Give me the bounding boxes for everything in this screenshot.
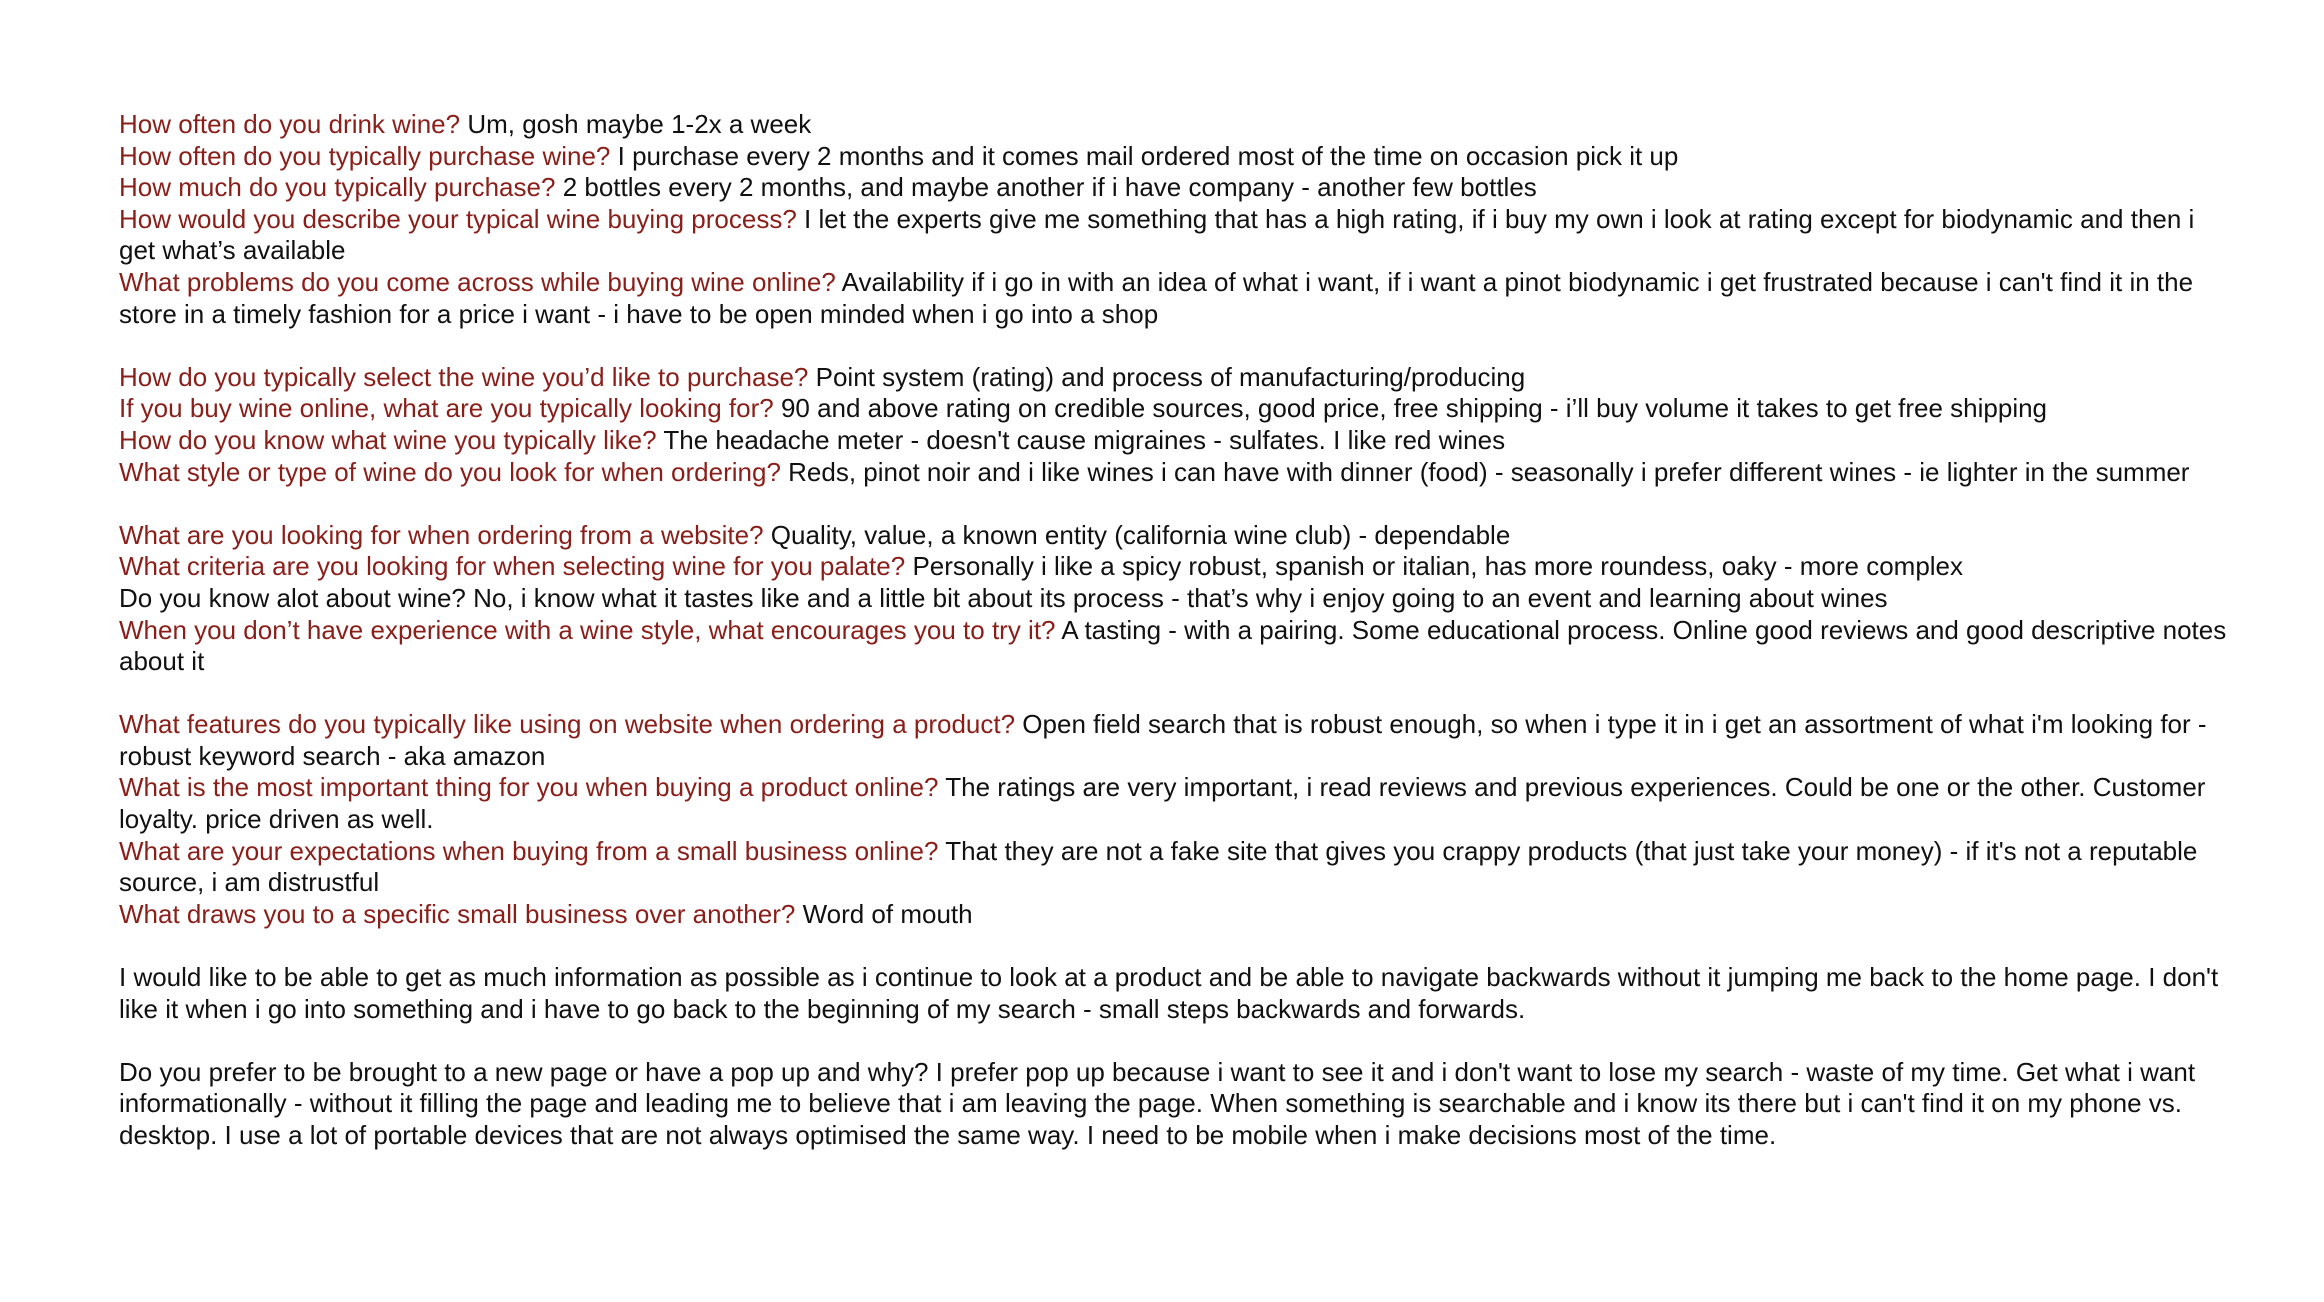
question-text: What are you looking for when ordering from a website?: [119, 519, 764, 550]
answer-text: Point system (rating) and process of manufacturing/producing: [815, 361, 1526, 392]
answer-text: A tasting - with a pairing. Some educational process. Online good reviews and good descriptive notes about it: [119, 614, 2227, 677]
section-spacer: [119, 1025, 2234, 1057]
question-text: How do you typically select the wine you’d like to purchase?: [119, 361, 809, 392]
question-text: How would you describe your typical wine buying process?: [119, 203, 797, 234]
qa-item: [119, 772, 2234, 835]
answer-text: The headache meter - doesn't cause migraines - sulfates. I like red wines: [663, 424, 1506, 455]
answer-text: The ratings are very important, i read reviews and previous experiences. Could be one or the other. Customer loyalty. price driven as well.: [119, 772, 2206, 835]
qa-section: [119, 362, 2234, 488]
answer-text: Do you know alot about wine? No, i know what it tastes like and a little bit about its process - that’s why i enjoy going to an event and learning about wines: [119, 582, 1888, 613]
question-text: What style or type of wine do you look for when ordering?: [119, 456, 781, 487]
qa-section: [119, 709, 2234, 930]
qa-item: [119, 615, 2234, 678]
qa-item: [119, 899, 2234, 931]
qa-section: [119, 109, 2234, 330]
answer-text: I let the experts give me something that has a high rating, if i buy my own i look at rating except for biodynamic and then i get what’s available: [119, 203, 2195, 266]
answer-text: Personally i like a spicy robust, spanish or italian, has more roundess, oaky - more complex: [912, 551, 1964, 582]
qa-item: [119, 583, 2234, 615]
section-spacer: [119, 930, 2234, 962]
qa-item: [119, 425, 2234, 457]
qa-section: [119, 520, 2234, 678]
section-spacer: [119, 488, 2234, 520]
interview-notes-document: [119, 109, 2234, 1152]
question-text: How often do you typically purchase wine?: [119, 140, 611, 171]
qa-item: [119, 709, 2234, 772]
notes-paragraph: I would like to be able to get as much information as possible as i continue to look at a product and be able to navigate backwards without it jumping me back to the home page. I don't like it when i go into something and i have to go back to the beginning of my search - small steps backwards and forwards.: [119, 962, 2219, 1024]
answer-text: That they are not a fake site that gives you crappy products (that just take your money) - if it's not a reputable source, i am distrustful: [119, 835, 2198, 898]
qa-item: [119, 204, 2234, 267]
question-text: What problems do you come across while buying wine online?: [119, 266, 836, 297]
qa-item: [119, 267, 2234, 330]
qa-item: [119, 520, 2234, 552]
answer-text: 90 and above rating on credible sources, good price, free shipping - i’ll buy volume it takes to get free shipping: [780, 393, 2048, 424]
qa-item: [119, 393, 2234, 425]
question-text: What criteria are you looking for when selecting wine for you palate?: [119, 551, 906, 582]
section-spacer: [119, 330, 2234, 362]
section-spacer: [119, 678, 2234, 710]
answer-text: 2 bottles every 2 months, and maybe another if i have company - another few bottles: [562, 172, 1537, 203]
question-text: If you buy wine online, what are you typically looking for?: [119, 393, 774, 424]
qa-item: [119, 109, 2234, 141]
answer-text: Open field search that is robust enough, so when i type it in i get an assortment of what i'm looking for - robust keyword search - aka amazon: [119, 709, 2207, 771]
question-text: What features do you typically like using on website when ordering a product?: [119, 709, 1016, 740]
qa-item: [119, 141, 2234, 173]
question-text: When you don’t have experience with a wine style, what encourages you to try it?: [119, 614, 1056, 645]
question-text: What are your expectations when buying from a small business online?: [119, 835, 939, 866]
notes-paragraph: Do you prefer to be brought to a new page or have a pop up and why? I prefer pop up because i want to see it and i don't want to lose my search - waste of my time. Get what i want informationally - without it filling the page and leading me to believe that i am leaving the page. When something is searchable and i know its there but i can't find it on my phone vs. desktop. I use a lot of portable devices that are not always optimised the same way. I need to be mobile when i make decisions most of the time.: [119, 1056, 2196, 1150]
answer-text: Word of mouth: [802, 898, 973, 929]
qa-item: [119, 172, 2234, 204]
qa-item: [119, 457, 2234, 489]
question-text: What is the most important thing for you when buying a product online?: [119, 772, 939, 803]
qa-item: [119, 362, 2234, 394]
answer-text: Reds, pinot noir and i like wines i can have with dinner (food) - seasonally i prefer different wines - ie lighter in the summer: [788, 456, 2190, 487]
answer-text: Availability if i go in with an idea of what i want, if i want a pinot biodynamic i get frustrated because i can't find it in the store in a timely fashion for a price i want - i have to be open minded when i go into a shop: [119, 266, 2194, 329]
qa-item: [119, 836, 2234, 899]
question-text: How much do you typically purchase?: [119, 172, 556, 203]
question-text: What draws you to a specific small business over another?: [119, 898, 796, 929]
answer-text: Quality, value, a known entity (california wine club) - dependable: [770, 519, 1511, 550]
question-text: How do you know what wine you typically like?: [119, 424, 657, 455]
question-text: How often do you drink wine?: [119, 109, 461, 139]
qa-item: [119, 551, 2234, 583]
answer-text: Um, gosh maybe 1-2x a week: [467, 109, 812, 139]
answer-text: I purchase every 2 months and it comes mail ordered most of the time on occasion pick it up: [617, 140, 1679, 171]
